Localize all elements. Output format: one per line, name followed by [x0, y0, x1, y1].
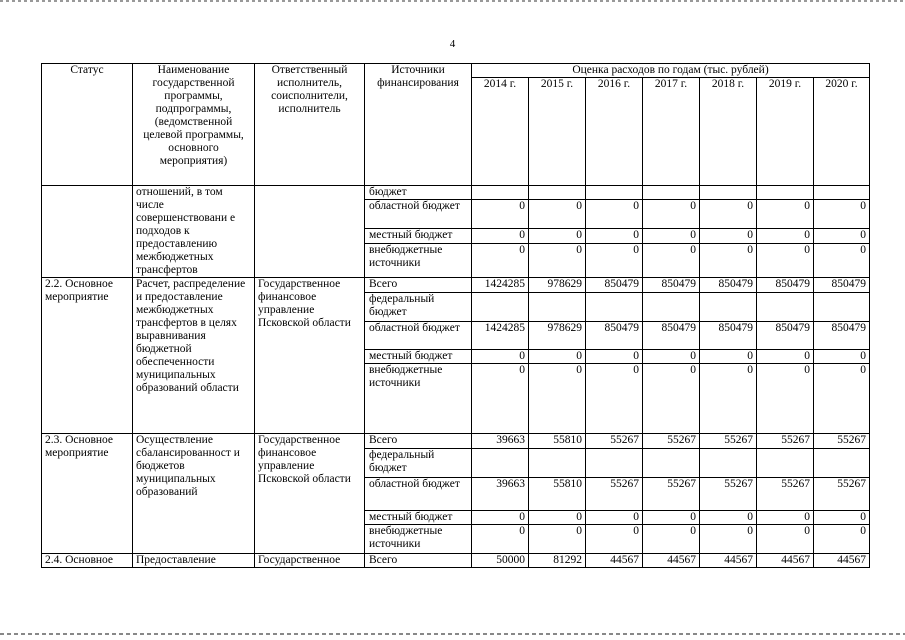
- measure-name: отношений, в том числе совершенствовани е подходов к предоставлению межбюджетных трансфертов: [133, 186, 255, 278]
- value-cell: 0: [529, 243, 586, 277]
- header-year: 2019 г.: [757, 78, 814, 186]
- source-label: Всего: [365, 278, 472, 293]
- value-cell: 850479: [814, 322, 870, 350]
- value-cell: 55267: [586, 478, 643, 511]
- header-responsible: Ответственный исполнитель, соисполнители, исполнитель: [255, 64, 365, 186]
- value-cell: 850479: [757, 278, 814, 293]
- value-cell: 0: [757, 200, 814, 229]
- value-cell: 0: [757, 511, 814, 525]
- value-cell: [586, 293, 643, 322]
- value-cell: 55267: [814, 478, 870, 511]
- value-cell: 0: [700, 525, 757, 554]
- value-cell: [814, 186, 870, 200]
- value-cell: 0: [586, 350, 643, 364]
- value-cell: 0: [757, 525, 814, 554]
- value-cell: 55267: [643, 434, 700, 449]
- scan-edge-bottom: [0, 633, 905, 635]
- measure-responsible: Государственное финансовое управление Псковской области: [255, 278, 365, 434]
- source-label: внебюджетные источники: [365, 243, 472, 277]
- value-cell: [757, 449, 814, 478]
- value-cell: 1424285: [472, 322, 529, 350]
- value-cell: 0: [472, 511, 529, 525]
- value-cell: 0: [643, 243, 700, 277]
- value-cell: [529, 186, 586, 200]
- header-row-1: [42, 64, 870, 78]
- source-label: Всего: [365, 554, 472, 568]
- value-cell: [643, 186, 700, 200]
- source-label: областной бюджет: [365, 478, 472, 511]
- value-cell: 55810: [529, 478, 586, 511]
- measure-name: Предоставление: [133, 554, 255, 568]
- value-cell: 0: [529, 229, 586, 243]
- value-cell: 0: [643, 200, 700, 229]
- value-cell: 39663: [472, 478, 529, 511]
- value-cell: 0: [529, 525, 586, 554]
- source-label: Всего: [365, 434, 472, 449]
- value-cell: [814, 449, 870, 478]
- value-cell: [529, 293, 586, 322]
- value-cell: 0: [814, 525, 870, 554]
- value-cell: 0: [757, 243, 814, 277]
- value-cell: 0: [700, 243, 757, 277]
- value-cell: 0: [529, 364, 586, 434]
- source-label: бюджет: [365, 186, 472, 200]
- value-cell: 0: [643, 525, 700, 554]
- header-name: Наименование государственной программы, подпрограммы, (ведомственной целевой программы, основного мероприятия): [133, 64, 255, 186]
- value-cell: 55267: [700, 434, 757, 449]
- value-cell: 44567: [700, 554, 757, 568]
- value-cell: 0: [757, 229, 814, 243]
- value-cell: 50000: [472, 554, 529, 568]
- value-cell: 44567: [757, 554, 814, 568]
- value-cell: 0: [700, 229, 757, 243]
- value-cell: 39663: [472, 434, 529, 449]
- table-row: [42, 554, 870, 568]
- value-cell: 0: [814, 350, 870, 364]
- value-cell: 0: [529, 350, 586, 364]
- value-cell: 850479: [757, 322, 814, 350]
- value-cell: 0: [529, 511, 586, 525]
- value-cell: [529, 449, 586, 478]
- measure-status: 2.3. Основное мероприятие: [42, 434, 133, 554]
- value-cell: 55267: [586, 434, 643, 449]
- value-cell: [643, 449, 700, 478]
- value-cell: 55267: [757, 434, 814, 449]
- table-row: [42, 434, 870, 449]
- value-cell: 978629: [529, 322, 586, 350]
- value-cell: [757, 293, 814, 322]
- value-cell: 0: [757, 364, 814, 434]
- value-cell: 55810: [529, 434, 586, 449]
- value-cell: 44567: [586, 554, 643, 568]
- value-cell: 0: [757, 350, 814, 364]
- value-cell: [700, 449, 757, 478]
- value-cell: 0: [643, 511, 700, 525]
- header-year: 2015 г.: [529, 78, 586, 186]
- value-cell: 0: [700, 364, 757, 434]
- source-label: внебюджетные источники: [365, 364, 472, 434]
- value-cell: 0: [643, 364, 700, 434]
- scan-edge-top: [0, 0, 905, 2]
- measure-responsible: Государственное финансовое управление Псковской области: [255, 434, 365, 554]
- value-cell: 0: [472, 525, 529, 554]
- value-cell: 850479: [700, 278, 757, 293]
- value-cell: 850479: [586, 278, 643, 293]
- value-cell: 81292: [529, 554, 586, 568]
- value-cell: 978629: [529, 278, 586, 293]
- value-cell: 850479: [814, 278, 870, 293]
- expense-table: [41, 63, 870, 568]
- value-cell: 850479: [586, 322, 643, 350]
- value-cell: 0: [700, 200, 757, 229]
- value-cell: [472, 293, 529, 322]
- source-label: федеральный бюджет: [365, 293, 472, 322]
- value-cell: [700, 293, 757, 322]
- value-cell: 0: [814, 229, 870, 243]
- measure-name: Расчет, распределение и предоставление межбюджетных трансфертов в целях выравнивания бюджетной обеспеченности муниципальных образований области: [133, 278, 255, 434]
- value-cell: [586, 449, 643, 478]
- source-label: местный бюджет: [365, 511, 472, 525]
- measure-status: 2.2. Основное мероприятие: [42, 278, 133, 434]
- value-cell: 44567: [814, 554, 870, 568]
- source-label: местный бюджет: [365, 229, 472, 243]
- value-cell: 1424285: [472, 278, 529, 293]
- value-cell: [472, 186, 529, 200]
- value-cell: 850479: [643, 322, 700, 350]
- value-cell: [586, 186, 643, 200]
- value-cell: 850479: [643, 278, 700, 293]
- value-cell: 0: [814, 243, 870, 277]
- value-cell: 44567: [643, 554, 700, 568]
- header-year: 2020 г.: [814, 78, 870, 186]
- header-estimate: Оценка расходов по годам (тыс. рублей): [472, 64, 870, 78]
- value-cell: 0: [529, 200, 586, 229]
- value-cell: 0: [586, 511, 643, 525]
- value-cell: 0: [814, 200, 870, 229]
- status-cell: [42, 186, 133, 278]
- value-cell: 0: [586, 200, 643, 229]
- value-cell: [814, 293, 870, 322]
- measure-status: 2.4. Основное: [42, 554, 133, 568]
- value-cell: 0: [586, 525, 643, 554]
- value-cell: 0: [643, 229, 700, 243]
- source-label: федеральный бюджет: [365, 449, 472, 478]
- table-row: [42, 186, 870, 200]
- value-cell: [643, 293, 700, 322]
- responsible-cell: [255, 186, 365, 278]
- source-label: внебюджетные источники: [365, 525, 472, 554]
- value-cell: [757, 186, 814, 200]
- value-cell: 55267: [643, 478, 700, 511]
- value-cell: 55267: [814, 434, 870, 449]
- header-year: 2018 г.: [700, 78, 757, 186]
- value-cell: 0: [586, 364, 643, 434]
- value-cell: [700, 186, 757, 200]
- source-label: областной бюджет: [365, 200, 472, 229]
- value-cell: 0: [472, 243, 529, 277]
- value-cell: 0: [814, 364, 870, 434]
- header-sources: Источники финансирования: [365, 64, 472, 186]
- value-cell: 0: [700, 350, 757, 364]
- value-cell: 0: [472, 364, 529, 434]
- value-cell: 0: [586, 243, 643, 277]
- value-cell: 0: [643, 350, 700, 364]
- value-cell: 0: [700, 511, 757, 525]
- table-row: [42, 278, 870, 293]
- source-label: местный бюджет: [365, 350, 472, 364]
- value-cell: 0: [472, 350, 529, 364]
- header-year: 2017 г.: [643, 78, 700, 186]
- value-cell: 0: [586, 229, 643, 243]
- header-status: Статус: [42, 64, 133, 186]
- measure-name: Осуществление сбалансированност и бюджетов муниципальных образований: [133, 434, 255, 554]
- header-year: 2016 г.: [586, 78, 643, 186]
- value-cell: [472, 449, 529, 478]
- value-cell: 850479: [700, 322, 757, 350]
- page-number: 4: [449, 38, 456, 50]
- measure-responsible: Государственное: [255, 554, 365, 568]
- value-cell: 0: [472, 229, 529, 243]
- value-cell: 55267: [757, 478, 814, 511]
- value-cell: 0: [814, 511, 870, 525]
- header-year: 2014 г.: [472, 78, 529, 186]
- value-cell: 0: [472, 200, 529, 229]
- value-cell: 55267: [700, 478, 757, 511]
- source-label: областной бюджет: [365, 322, 472, 350]
